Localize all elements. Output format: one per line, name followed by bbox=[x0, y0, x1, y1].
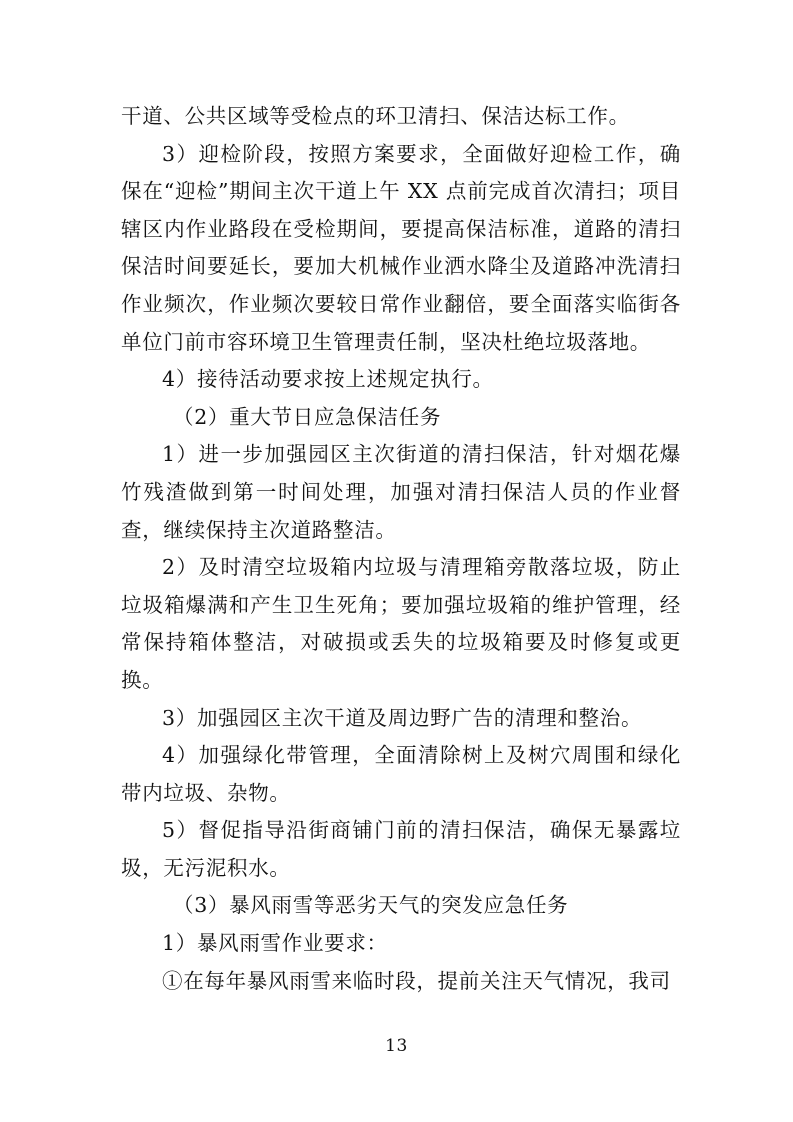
section-heading: （2）重大节日应急保洁任务 bbox=[173, 404, 442, 429]
body-paragraph: 4）加强绿化带管理，全面清除树上及树穴周围和绿化带内垃圾、杂物。 bbox=[121, 743, 681, 805]
body-paragraph: 4）接待活动要求按上述规定执行。 bbox=[162, 367, 494, 392]
body-paragraph: 2）及时清空垃圾箱内垃圾与清理箱旁散落垃圾，防止垃圾箱爆满和产生卫生死角；要加强垃圾箱的维护管理，经常保持箱体整洁，对破损或丢失的垃圾箱要及时修复或更换。 bbox=[121, 555, 681, 692]
body-paragraph: 5）督促指导沿街商铺门前的清扫保洁，确保无暴露垃圾，无污泥积水。 bbox=[121, 818, 681, 880]
page-number: 13 bbox=[385, 1036, 408, 1056]
body-paragraph: 1）暴风雨雪作业要求： bbox=[162, 931, 388, 956]
body-paragraph: 3）加强园区主次干道及周边野广告的清理和整治。 bbox=[162, 705, 643, 730]
body-paragraph: ①在每年暴风雨雪来临时段，提前关注天气情况，我司 bbox=[162, 968, 671, 993]
section-heading: （3）暴风雨雪等恶劣天气的突发应急任务 bbox=[173, 893, 569, 918]
body-paragraph: 干道、公共区域等受检点的环卫清扫、保洁达标工作。 bbox=[121, 104, 630, 128]
document-body bbox=[121, 98, 681, 1000]
body-paragraph: 3）迎检阶段，按照方案要求，全面做好迎检工作，确保在“迎检”期间主次干道上午 XX 点前完成首次清扫；项目辖区内作业路段在受检期间，要提高保洁标准，道路的清扫保洁时间要延长，要加大机械作业洒水降尘及道路冲洗清扫作业频次，作业频次要较日常作业翻倍，要全面落实临街各单位门前市容环境卫生管理责任制，坚决杜绝垃圾落地。 bbox=[121, 141, 681, 354]
body-paragraph: 1）进一步加强园区主次街道的清扫保洁，针对烟花爆竹残渣做到第一时间处理，加强对清扫保洁人员的作业督查，继续保持主次道路整洁。 bbox=[121, 442, 681, 542]
